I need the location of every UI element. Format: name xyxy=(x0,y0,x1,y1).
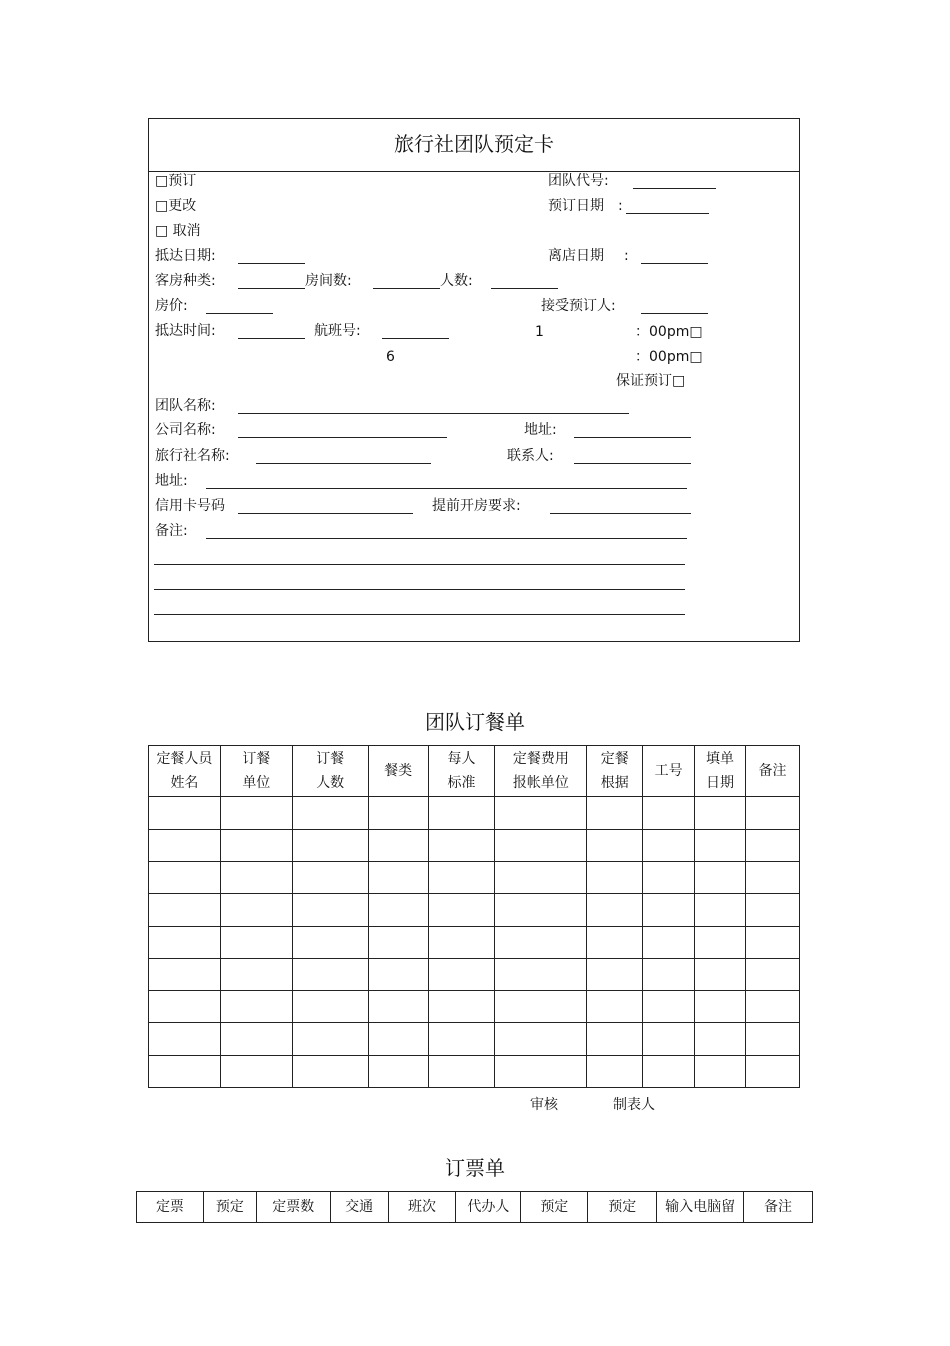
table-cell[interactable] xyxy=(368,926,428,958)
table-cell[interactable] xyxy=(746,797,800,829)
table-cell[interactable] xyxy=(495,1055,587,1087)
leave-date-field[interactable] xyxy=(641,263,708,264)
table-cell[interactable] xyxy=(149,991,221,1023)
credit-card-label: 信用卡号码 xyxy=(155,498,225,514)
address-label: 地址: xyxy=(524,422,557,438)
table-cell[interactable] xyxy=(746,862,800,894)
table-cell[interactable] xyxy=(292,958,368,990)
meal-header-cell: 备注 xyxy=(746,746,800,797)
contact-field[interactable] xyxy=(574,463,691,464)
table-cell[interactable] xyxy=(495,862,587,894)
ticket-title: 订票单 xyxy=(445,1156,505,1180)
review-label: 审核 xyxy=(530,1097,558,1113)
table-cell[interactable] xyxy=(495,991,587,1023)
table-cell[interactable] xyxy=(428,991,495,1023)
table-cell[interactable] xyxy=(428,1055,495,1087)
table-cell[interactable] xyxy=(428,797,495,829)
table-cell[interactable] xyxy=(587,894,643,926)
table-cell[interactable] xyxy=(368,862,428,894)
meal-table xyxy=(148,745,800,1088)
arrive-time-field[interactable] xyxy=(238,338,305,339)
table-cell[interactable] xyxy=(368,1023,428,1055)
book-date-label: 预订日期 xyxy=(548,198,604,214)
remarks-label: 备注: xyxy=(155,523,188,539)
table-cell[interactable] xyxy=(368,829,428,861)
maker-label: 制表人 xyxy=(613,1097,655,1113)
ticket-header-cell: 代办人 xyxy=(456,1192,521,1223)
room-count-field[interactable] xyxy=(373,288,440,289)
ticket-header-cell: 交通 xyxy=(330,1192,388,1223)
arrive-time-label: 抵达时间: xyxy=(155,323,216,339)
checkbox-book[interactable]: □预订 xyxy=(155,173,197,189)
meal-header-cell: 订餐 单位 xyxy=(220,746,292,797)
meal-title: 团队订餐单 xyxy=(425,710,525,734)
address-field[interactable] xyxy=(574,437,691,438)
table-cell[interactable] xyxy=(220,829,292,861)
room-price-label: 房价: xyxy=(155,298,188,314)
table-cell[interactable] xyxy=(220,1055,292,1087)
remarks-line[interactable] xyxy=(154,564,685,565)
table-cell[interactable] xyxy=(746,926,800,958)
book-date-field[interactable] xyxy=(626,213,709,214)
table-cell[interactable] xyxy=(292,894,368,926)
ticket-header-cell: 输入电脑留 xyxy=(657,1192,744,1223)
table-row xyxy=(149,1023,800,1055)
table-cell[interactable] xyxy=(643,926,695,958)
early-room-field[interactable] xyxy=(550,513,691,514)
guarantee-checkbox[interactable]: 保证预订□ xyxy=(616,373,686,389)
meal-header-cell: 填单 日期 xyxy=(695,746,746,797)
table-cell[interactable] xyxy=(746,894,800,926)
table-cell[interactable] xyxy=(695,1023,746,1055)
remarks-field[interactable] xyxy=(206,538,687,539)
receiver-field[interactable] xyxy=(641,313,708,314)
book-date-colon: : xyxy=(618,198,623,214)
card-title: 旅行社团队预定卡 xyxy=(149,119,799,172)
table-cell[interactable] xyxy=(149,829,221,861)
table-cell[interactable] xyxy=(428,829,495,861)
table-cell[interactable] xyxy=(746,991,800,1023)
table-cell[interactable] xyxy=(495,926,587,958)
table-cell[interactable] xyxy=(495,894,587,926)
table-cell[interactable] xyxy=(428,862,495,894)
table-row xyxy=(149,862,800,894)
table-cell[interactable] xyxy=(643,894,695,926)
table-cell[interactable] xyxy=(695,1055,746,1087)
agency-name-label: 旅行社名称: xyxy=(155,448,230,464)
table-cell[interactable] xyxy=(643,991,695,1023)
table-row xyxy=(149,797,800,829)
pm-checkbox-2[interactable]: ：00pm□ xyxy=(635,349,703,365)
table-row xyxy=(149,829,800,861)
ticket-header-cell: 定票数 xyxy=(256,1192,330,1223)
ticket-header-cell: 定票 xyxy=(137,1192,204,1223)
table-cell[interactable] xyxy=(495,1023,587,1055)
meal-header-cell: 餐类 xyxy=(368,746,428,797)
ticket-header-cell: 预定 xyxy=(588,1192,657,1223)
table-cell[interactable] xyxy=(292,1023,368,1055)
meal-table-body xyxy=(149,797,800,1088)
company-name-label: 公司名称: xyxy=(155,422,216,438)
table-cell[interactable] xyxy=(368,894,428,926)
table-cell[interactable] xyxy=(149,1055,221,1087)
table-cell[interactable] xyxy=(149,797,221,829)
meal-header-row xyxy=(149,746,800,797)
table-cell[interactable] xyxy=(587,1055,643,1087)
table-cell[interactable] xyxy=(695,829,746,861)
meal-header-cell: 订餐 人数 xyxy=(292,746,368,797)
table-cell[interactable] xyxy=(746,958,800,990)
table-cell[interactable] xyxy=(149,1023,221,1055)
table-cell[interactable] xyxy=(643,1023,695,1055)
table-cell[interactable] xyxy=(746,1055,800,1087)
table-row xyxy=(149,991,800,1023)
table-cell[interactable] xyxy=(695,958,746,990)
meal-header-cell: 定餐人员 姓名 xyxy=(149,746,221,797)
remarks-line[interactable] xyxy=(154,614,685,615)
table-cell[interactable] xyxy=(695,797,746,829)
arrive-date-field[interactable] xyxy=(238,263,305,264)
table-cell[interactable] xyxy=(587,991,643,1023)
table-cell[interactable] xyxy=(695,862,746,894)
credit-card-field[interactable] xyxy=(238,513,413,514)
table-cell[interactable] xyxy=(587,1023,643,1055)
address2-field[interactable] xyxy=(206,488,687,489)
table-cell[interactable] xyxy=(495,958,587,990)
table-cell[interactable] xyxy=(220,926,292,958)
meal-header-cell: 工号 xyxy=(643,746,695,797)
table-cell[interactable] xyxy=(220,797,292,829)
table-cell[interactable] xyxy=(643,958,695,990)
group-name-label: 团队名称: xyxy=(155,398,216,414)
meal-header-cell: 定餐 根据 xyxy=(587,746,643,797)
group-code-label: 团队代号: xyxy=(548,173,609,189)
table-cell[interactable] xyxy=(495,829,587,861)
table-cell[interactable] xyxy=(746,1023,800,1055)
table-cell[interactable] xyxy=(368,1055,428,1087)
ticket-header-cell: 备注 xyxy=(744,1192,813,1223)
receiver-label: 接受预订人: xyxy=(541,298,616,314)
address2-label: 地址: xyxy=(155,473,188,489)
table-cell[interactable] xyxy=(149,926,221,958)
table-cell[interactable] xyxy=(220,862,292,894)
table-cell[interactable] xyxy=(428,1023,495,1055)
leave-date-label: 离店日期 xyxy=(548,248,604,264)
checkbox-change[interactable]: □更改 xyxy=(155,198,197,214)
table-cell[interactable] xyxy=(368,958,428,990)
table-cell[interactable] xyxy=(695,991,746,1023)
table-cell[interactable] xyxy=(149,894,221,926)
room-price-field[interactable] xyxy=(206,313,273,314)
table-cell[interactable] xyxy=(643,829,695,861)
flight-no-field[interactable] xyxy=(382,338,449,339)
table-cell[interactable] xyxy=(587,926,643,958)
ticket-header-row xyxy=(137,1192,813,1223)
leave-date-colon: : xyxy=(624,248,629,264)
ticket-header-cell: 预定 xyxy=(203,1192,256,1223)
pm-checkbox-1[interactable]: ：00pm□ xyxy=(635,324,703,340)
remarks-line[interactable] xyxy=(154,589,685,590)
contact-label: 联系人: xyxy=(507,448,554,464)
table-cell[interactable] xyxy=(292,1055,368,1087)
early-room-label: 提前开房要求: xyxy=(432,498,521,514)
table-cell[interactable] xyxy=(292,991,368,1023)
meal-header-cell: 定餐费用 报帐单位 xyxy=(495,746,587,797)
table-cell[interactable] xyxy=(587,862,643,894)
table-row xyxy=(149,958,800,990)
table-cell[interactable] xyxy=(643,797,695,829)
company-name-field[interactable] xyxy=(238,437,447,438)
meal-header-cell: 每人 标准 xyxy=(428,746,495,797)
table-cell[interactable] xyxy=(149,958,221,990)
room-type-label: 客房种类: xyxy=(155,273,216,289)
room-count-label: 房间数: xyxy=(305,273,352,289)
table-cell[interactable] xyxy=(643,862,695,894)
table-row xyxy=(149,1055,800,1087)
table-cell[interactable] xyxy=(292,926,368,958)
table-cell[interactable] xyxy=(746,829,800,861)
arrive-date-label: 抵达日期: xyxy=(155,248,216,264)
flight-no-label: 航班号: xyxy=(314,323,361,339)
time-6: 6 xyxy=(386,349,395,365)
table-cell[interactable] xyxy=(368,797,428,829)
table-cell[interactable] xyxy=(695,894,746,926)
table-cell[interactable] xyxy=(292,862,368,894)
table-cell[interactable] xyxy=(428,926,495,958)
table-cell[interactable] xyxy=(220,1023,292,1055)
table-cell[interactable] xyxy=(149,862,221,894)
room-type-field[interactable] xyxy=(238,288,305,289)
table-cell[interactable] xyxy=(587,829,643,861)
table-cell[interactable] xyxy=(695,926,746,958)
table-cell[interactable] xyxy=(292,797,368,829)
table-cell[interactable] xyxy=(292,829,368,861)
table-cell[interactable] xyxy=(220,894,292,926)
checkbox-cancel[interactable]: □ 取消 xyxy=(155,223,201,239)
group-code-field[interactable] xyxy=(633,188,716,189)
table-cell[interactable] xyxy=(495,797,587,829)
table-cell[interactable] xyxy=(587,797,643,829)
table-cell[interactable] xyxy=(643,1055,695,1087)
people-count-label: 人数: xyxy=(440,273,473,289)
table-cell[interactable] xyxy=(587,958,643,990)
table-cell[interactable] xyxy=(428,894,495,926)
ticket-table xyxy=(136,1191,813,1223)
time-1: 1 xyxy=(535,324,544,340)
group-name-field[interactable] xyxy=(238,413,629,414)
agency-name-field[interactable] xyxy=(256,463,431,464)
table-row xyxy=(149,926,800,958)
table-row xyxy=(149,894,800,926)
table-cell[interactable] xyxy=(220,991,292,1023)
people-count-field[interactable] xyxy=(491,288,558,289)
ticket-header-cell: 班次 xyxy=(388,1192,456,1223)
table-cell[interactable] xyxy=(220,958,292,990)
table-cell[interactable] xyxy=(428,958,495,990)
table-cell[interactable] xyxy=(368,991,428,1023)
ticket-header-cell: 预定 xyxy=(521,1192,588,1223)
